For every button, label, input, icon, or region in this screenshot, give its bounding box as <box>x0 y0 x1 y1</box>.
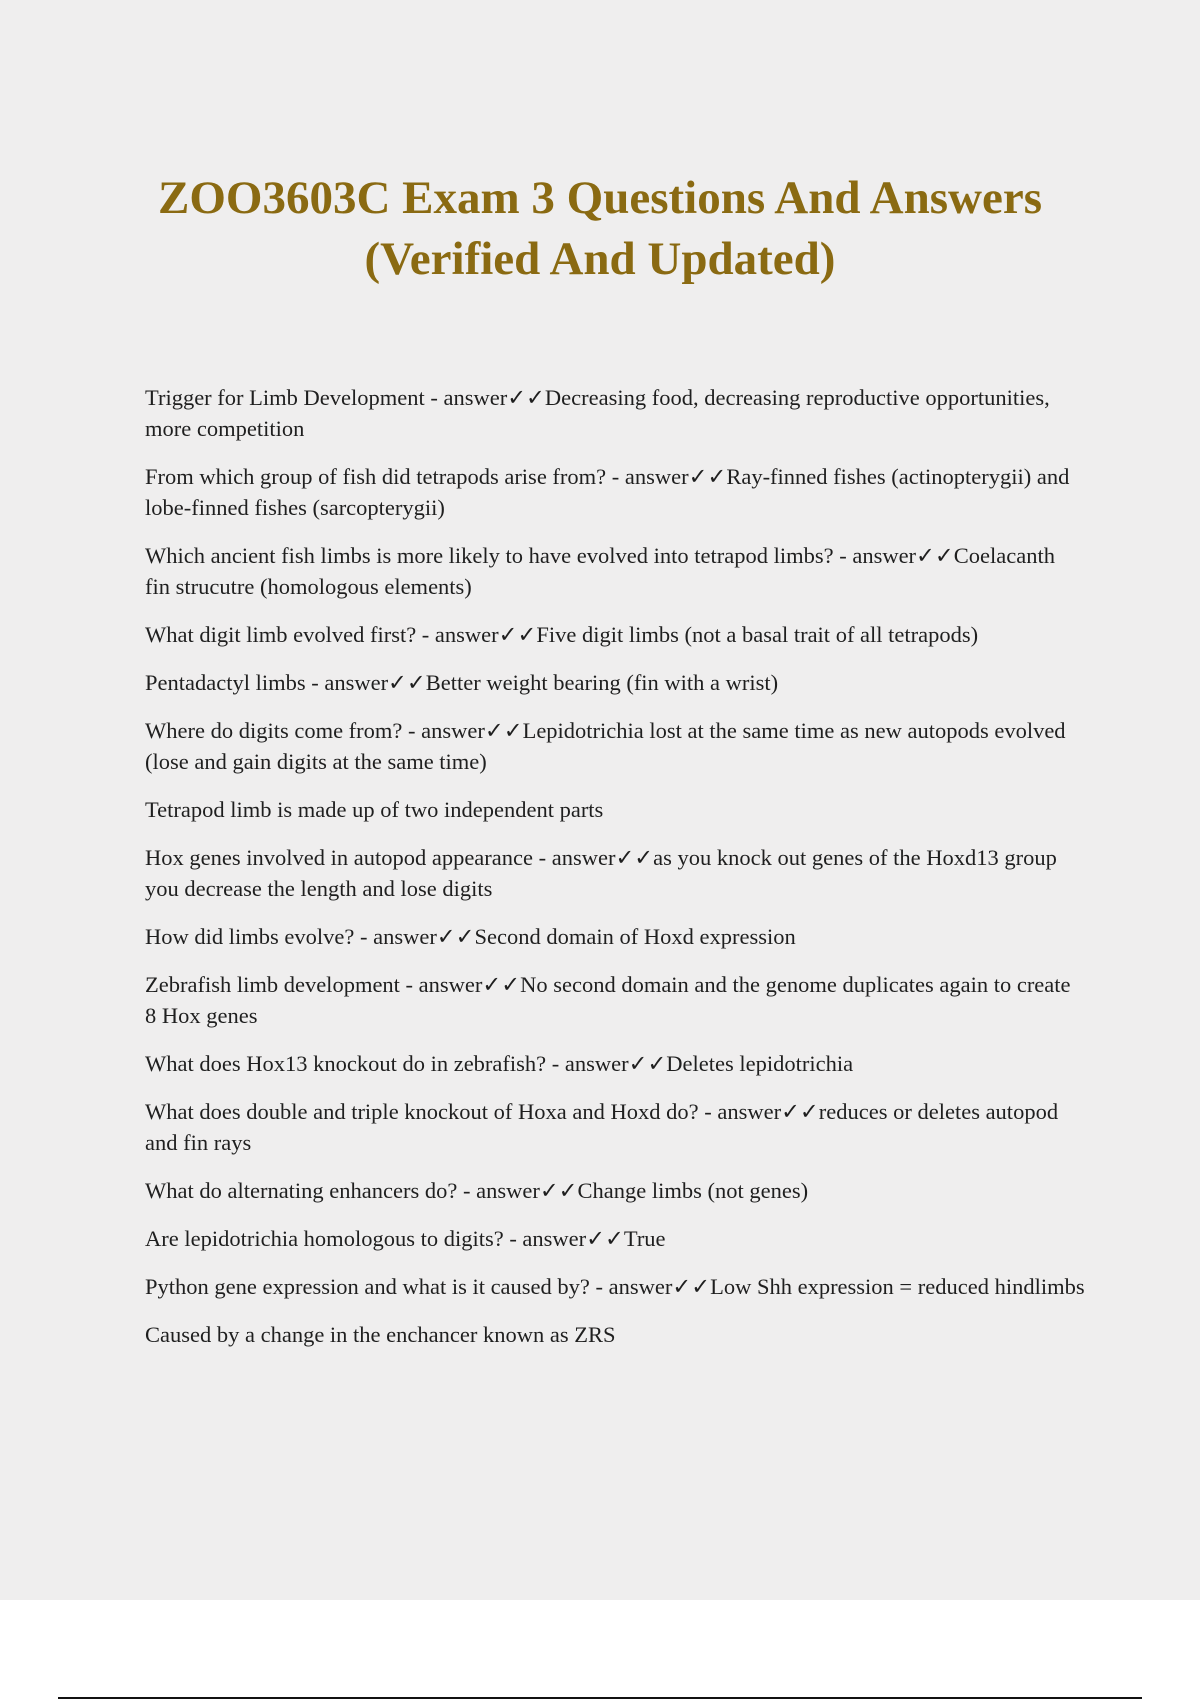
qa-text: From which group of fish did tetrapods arise from? - answer✓✓Ray-finned fishes (actinopterygii) and lobe-finned fishes (sarcopterygii) <box>145 464 1070 520</box>
qa-text: What does Hox13 knockout do in zebrafish? - answer✓✓Deletes lepidotrichia <box>145 1051 854 1076</box>
qa-text: What does double and triple knockout of Hoxa and Hoxd do? - answer✓✓reduces or deletes autopod and fin rays <box>145 1099 1059 1155</box>
qa-text: Trigger for Limb Development - answer✓✓Decreasing food, decreasing reproductive opportunities, more competition <box>145 385 1050 441</box>
qa-item <box>145 1096 1085 1158</box>
qa-text: Tetrapod limb is made up of two independent parts <box>145 797 604 822</box>
qa-item <box>145 619 1085 650</box>
qa-text: Zebrafish limb development - answer✓✓No second domain and the genome duplicates again to create 8 Hox genes <box>145 972 1071 1028</box>
qa-item <box>145 842 1085 904</box>
qa-item <box>145 794 1085 825</box>
document-title: ZOO3603C Exam 3 Questions And Answers (Verified And Updated) <box>157 172 1042 285</box>
qa-item <box>145 1175 1085 1206</box>
qa-item <box>145 921 1085 952</box>
qa-text: Hox genes involved in autopod appearance - answer✓✓as you knock out genes of the Hoxd13 group you decrease the length and lose digits <box>145 845 1057 901</box>
qa-text: Are lepidotrichia homologous to digits? - answer✓✓True <box>145 1226 666 1251</box>
qa-text: Pentadactyl limbs - answer✓✓Better weight bearing (fin with a wrist) <box>145 670 779 695</box>
qa-text: How did limbs evolve? - answer✓✓Second domain of Hoxd expression <box>145 924 796 949</box>
qa-list <box>145 382 1085 1367</box>
qa-text: Python gene expression and what is it caused by? - answer✓✓Low Shh expression = reduced hindlimbs <box>145 1274 1085 1299</box>
qa-text: What do alternating enhancers do? - answer✓✓Change limbs (not genes) <box>145 1178 809 1203</box>
qa-item <box>145 1271 1085 1302</box>
qa-item <box>145 1223 1085 1254</box>
qa-text: Caused by a change in the enchancer known as ZRS <box>145 1322 616 1347</box>
qa-item <box>145 969 1085 1031</box>
qa-item <box>145 382 1085 444</box>
qa-text: What digit limb evolved first? - answer✓✓Five digit limbs (not a basal trait of all tetrapods) <box>145 622 979 647</box>
qa-text: Where do digits come from? - answer✓✓Lepidotrichia lost at the same time as new autopods evolved (lose and gain digits at the same time) <box>145 718 1066 774</box>
qa-item <box>145 461 1085 523</box>
qa-item <box>145 540 1085 602</box>
qa-item <box>145 667 1085 698</box>
qa-item <box>145 1319 1085 1350</box>
qa-item <box>145 715 1085 777</box>
footer-divider <box>58 1697 1142 1699</box>
qa-text: Which ancient fish limbs is more likely to have evolved into tetrapod limbs? - answer✓✓Coelacanth fin strucutre (homologous elements) <box>145 543 1055 599</box>
qa-item <box>145 1048 1085 1079</box>
